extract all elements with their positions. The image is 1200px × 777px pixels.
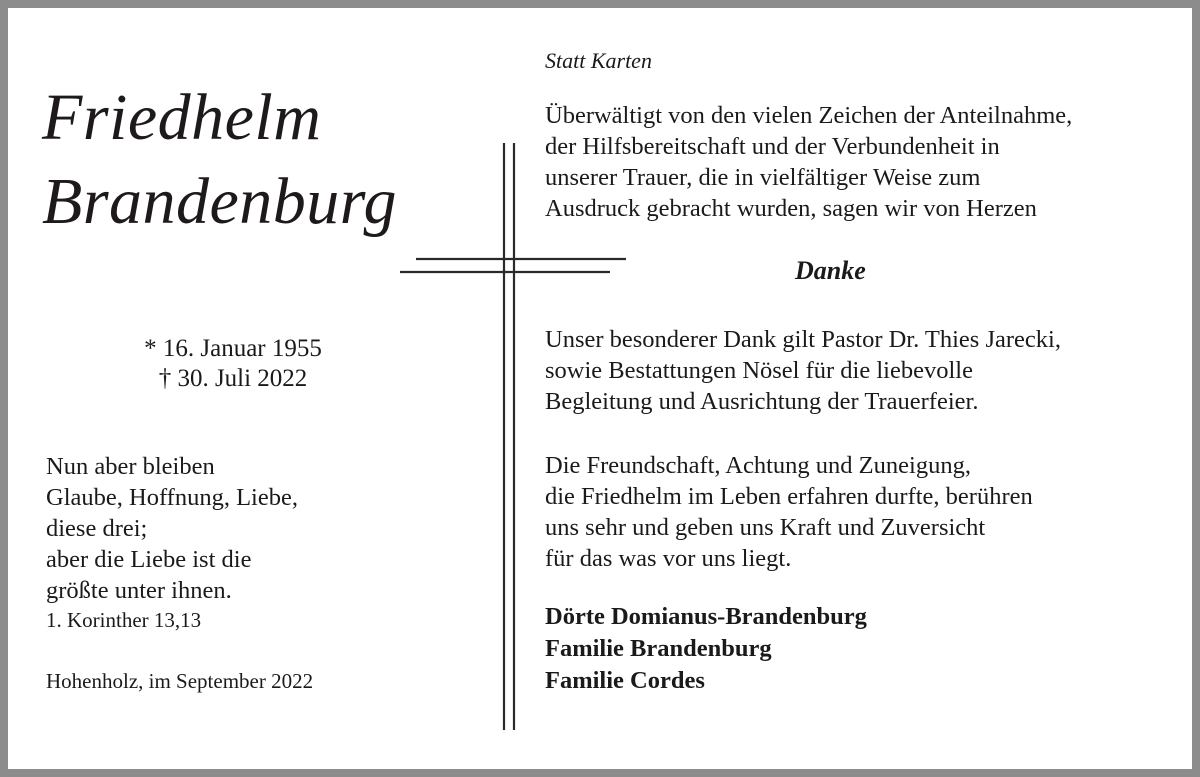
verse-line: Glaube, Hoffnung, Liebe,: [46, 484, 298, 511]
verse-line: Nun aber bleiben: [46, 453, 215, 480]
signatory-name: Dörte Domianus-Brandenburg: [545, 603, 867, 630]
obituary-card: [8, 8, 1192, 769]
friendship-paragraph: [545, 450, 1033, 574]
signatory-name: Familie Cordes: [545, 667, 705, 694]
danke-heading: Danke: [795, 256, 866, 285]
thanks-intro: [545, 100, 1072, 224]
verse-line: aber die Liebe ist die: [46, 546, 252, 573]
verse-reference: 1. Korinther 13,13: [46, 608, 202, 632]
thanks-intro-line: Ausdruck gebracht wurden, sagen wir von Herzen: [545, 195, 1037, 222]
death-date: † 30. Juli 2022: [158, 365, 308, 392]
thanks-intro-line: der Hilfsbereitschaft und der Verbundenheit in: [545, 133, 1000, 160]
special-thanks-line: Begleitung und Ausrichtung der Trauerfeier.: [545, 388, 979, 415]
life-dates: [98, 334, 368, 394]
verse-line: diese drei;: [46, 515, 148, 542]
friendship-line: Die Freundschaft, Achtung und Zuneigung,: [545, 452, 971, 479]
deceased-first-name: Friedhelm: [42, 81, 322, 154]
signatory-name: Familie Brandenburg: [545, 635, 772, 662]
thanks-intro-line: Überwältigt von den vielen Zeichen der Anteilnahme,: [545, 102, 1073, 129]
special-thanks: [545, 324, 1061, 417]
special-thanks-line: sowie Bestattungen Nösel für die liebevolle: [545, 357, 973, 384]
place-date: Hohenholz, im September 2022: [46, 669, 314, 693]
signatories: [545, 601, 867, 697]
friendship-line: die Friedhelm im Leben erfahren durfte, berühren: [545, 483, 1033, 510]
deceased-last-name: Brandenburg: [42, 165, 398, 238]
thanks-intro-line: unserer Trauer, die in vielfältiger Weise zum: [545, 164, 981, 191]
friendship-line: uns sehr und geben uns Kraft und Zuversicht: [545, 514, 986, 541]
special-thanks-line: Unser besonderer Dank gilt Pastor Dr. Thies Jarecki,: [545, 326, 1061, 353]
statt-karten-label: Statt Karten: [545, 48, 652, 73]
verse-line: größte unter ihnen.: [46, 577, 232, 604]
bible-verse: [46, 451, 298, 606]
friendship-line: für das was vor uns liegt.: [545, 545, 792, 572]
birth-date: * 16. Januar 1955: [144, 335, 322, 362]
